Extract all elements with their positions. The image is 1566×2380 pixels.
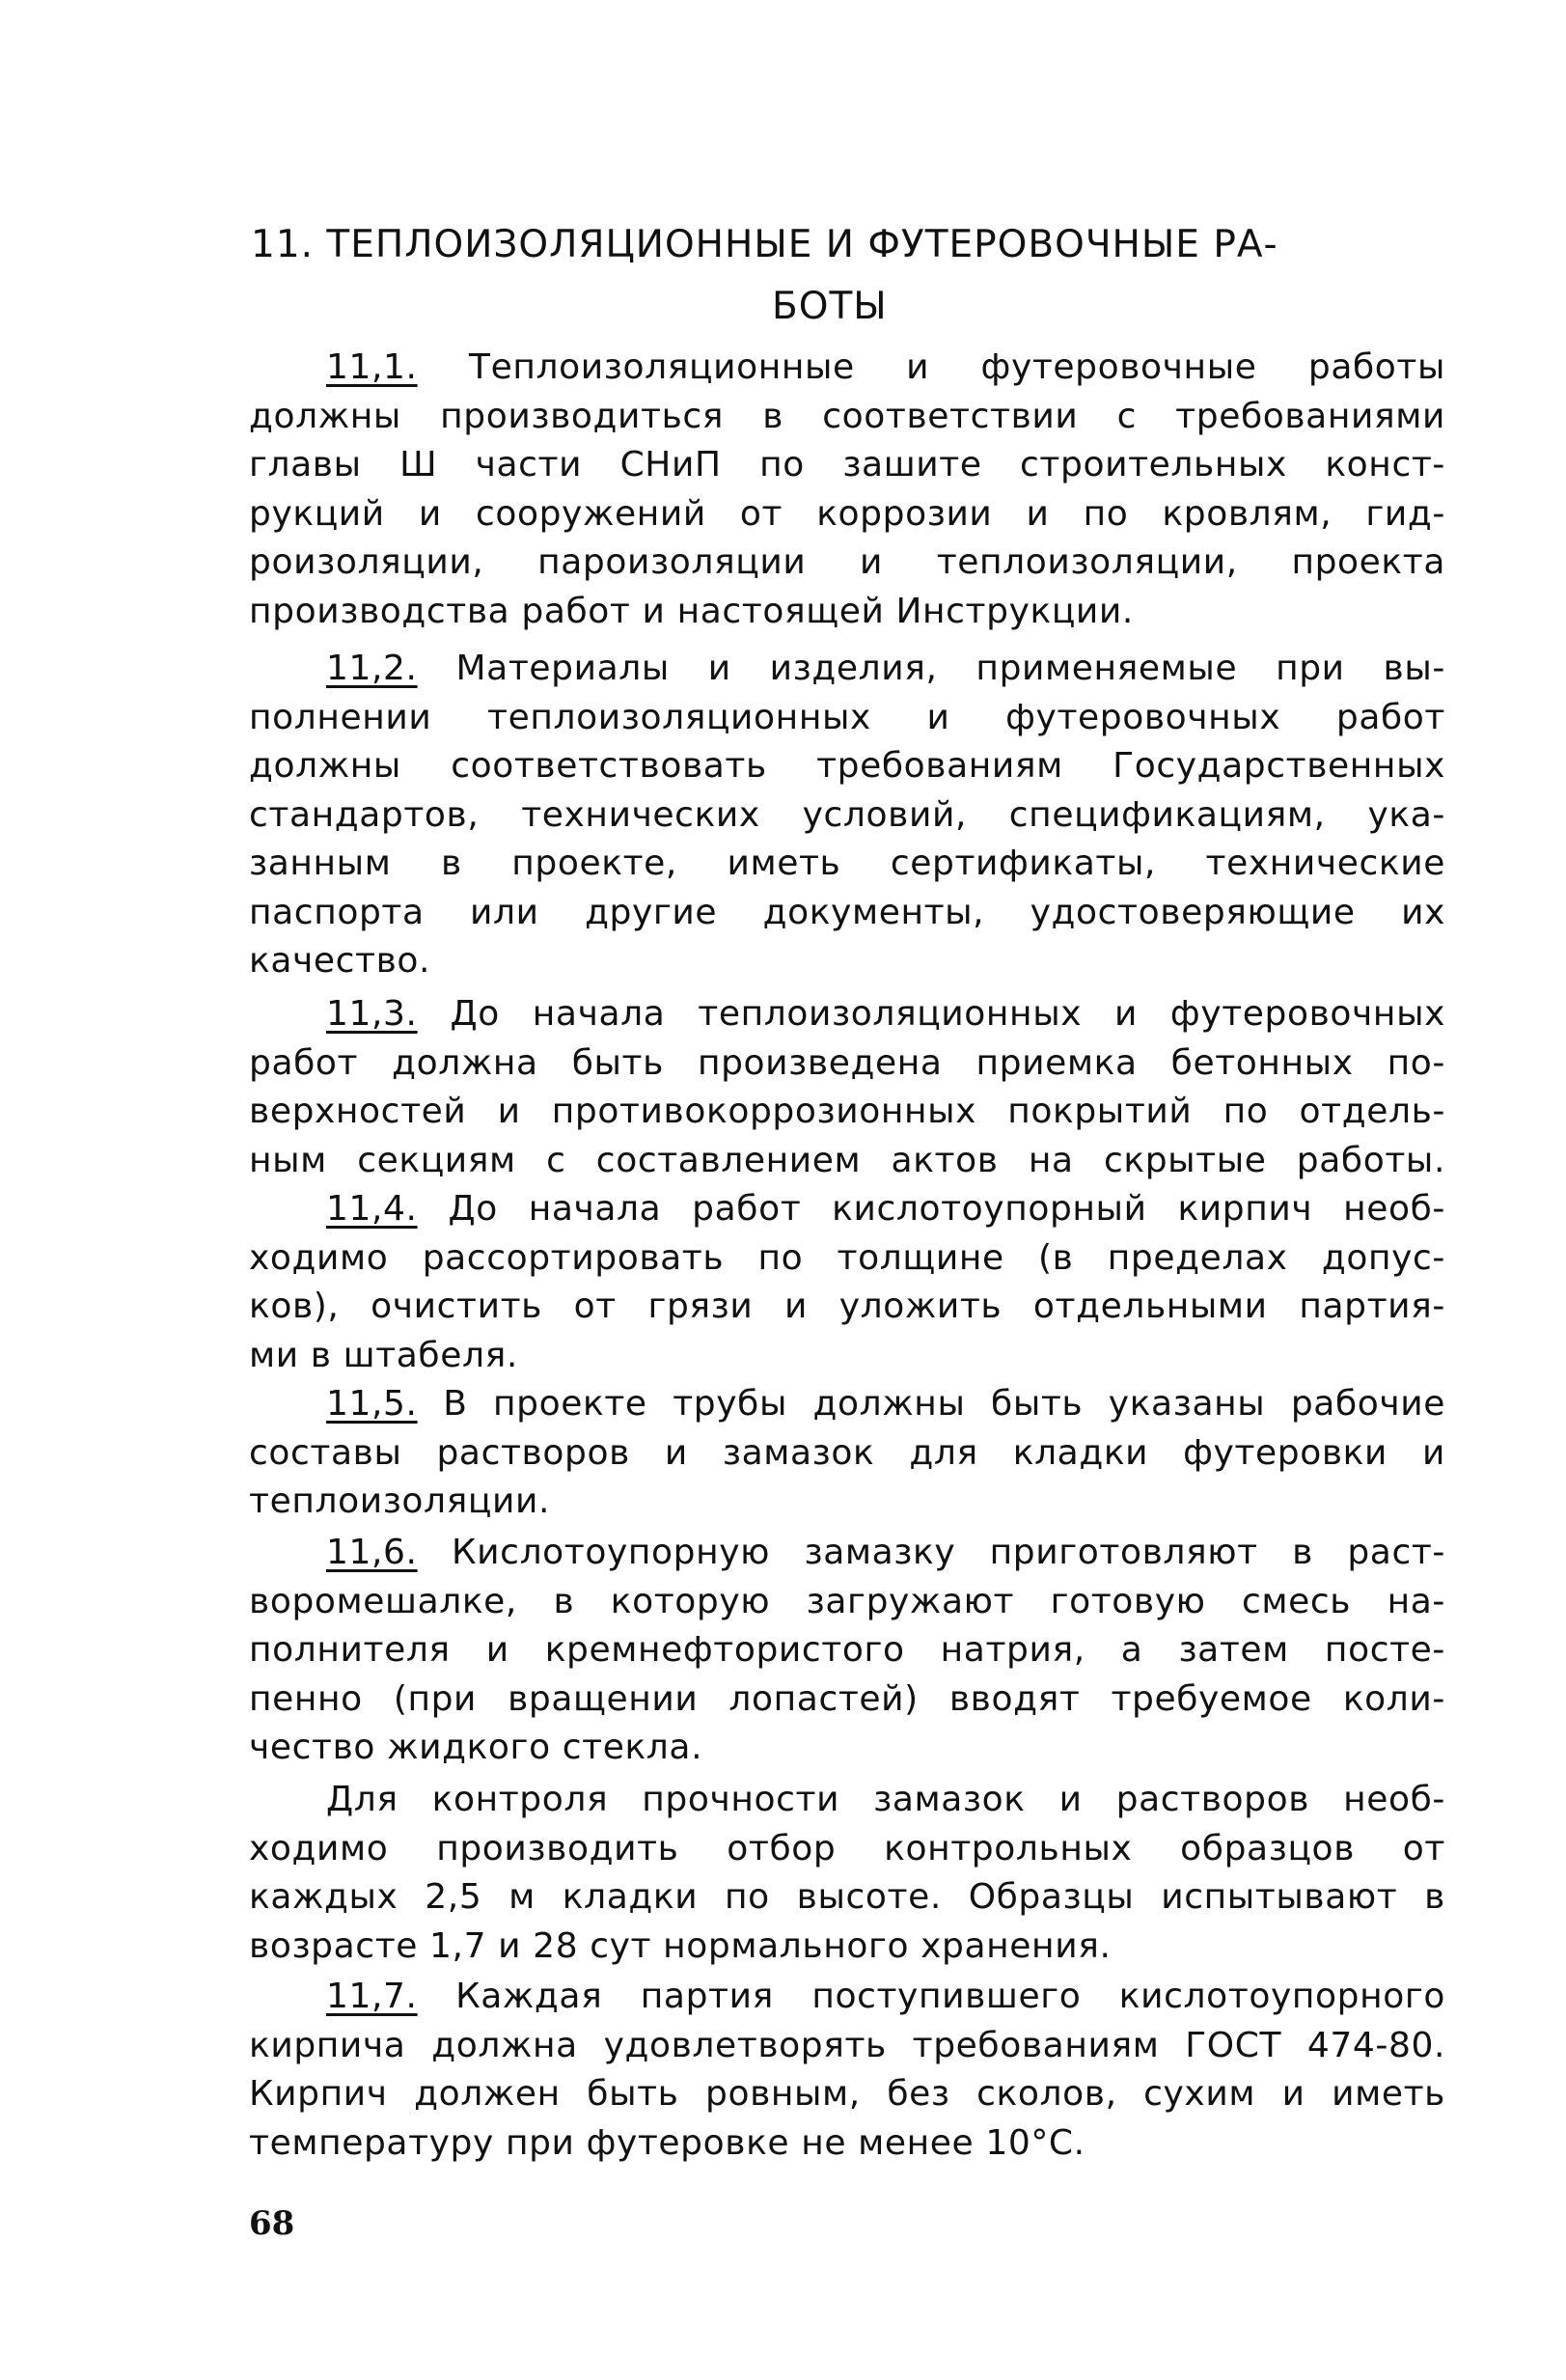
- paragraph-line: Материалы и изделия, применяемые при вы-: [455, 649, 1445, 688]
- paragraph-number: 11,4.: [326, 1189, 418, 1229]
- paragraph-11-4: [249, 1185, 1445, 1380]
- paragraph-line: производства работ и настоящей Инструкции.: [249, 591, 1134, 631]
- paragraph-line: должны соответствовать требованиям Государственных: [249, 746, 1445, 786]
- paragraph-line: главы Ш части СНиП по зашите строительных конст-: [249, 445, 1445, 484]
- paragraph-line: должны производиться в соответствии с требованиями: [249, 396, 1445, 436]
- paragraph-line: качество.: [249, 941, 431, 981]
- paragraph-line: стандартов, технических условий, спецификациям, ука-: [249, 794, 1445, 835]
- paragraph-11-5: [249, 1380, 1445, 1527]
- section-heading: [251, 214, 1409, 338]
- paragraph-line: полнителя и кремнефтористого натрия, а затем посте-: [249, 1630, 1445, 1670]
- paragraph-line: Для контроля прочности замазок и растворов необ-: [326, 1780, 1445, 1819]
- paragraph-number: 11,3.: [326, 994, 418, 1034]
- paragraph-line: В проекте трубы должны быть указаны рабочие: [443, 1384, 1446, 1424]
- paragraph-line: верхностей и противокоррозионных покрытий по отдель-: [249, 1092, 1445, 1131]
- paragraph-number: 11,2.: [326, 649, 418, 688]
- paragraph-line: Каждая партия поступившего кислотоупорного: [455, 1977, 1445, 2016]
- paragraph-line: работ должна быть произведена приемка бетонных по-: [249, 1042, 1445, 1083]
- paragraph-number: 11,6.: [326, 1533, 418, 1572]
- paragraph-line: полнении теплоизоляционных и футеровочных работ: [249, 697, 1445, 737]
- paragraph-line: пенно (при вращении лопастей) вводят требуемое коли-: [249, 1678, 1445, 1719]
- paragraph-line: температуру при футеровке не менее 10°С.: [249, 2122, 1085, 2163]
- paragraph-line: возрасте 1,7 и 28 сут нормального хранения.: [249, 1925, 1112, 1966]
- paragraph-line: теплоизоляции.: [249, 1481, 551, 1521]
- paragraph-line: каждых 2,5 м кладки по высоте. Образцы испытывают в: [249, 1877, 1445, 1917]
- paragraph-11-2: [249, 645, 1445, 986]
- paragraph-11-1: [249, 344, 1445, 636]
- paragraph-line: составы растворов и замазок для кладки футеровки и: [249, 1432, 1445, 1473]
- paragraph-number: 11,5.: [326, 1384, 418, 1424]
- paragraph-line: Кирпич должен быть ровным, без сколов, сухим и иметь: [249, 2074, 1445, 2114]
- paragraph-11-3: [249, 990, 1445, 1185]
- paragraph-line: До начала работ кислотоупорный кирпич необ-: [448, 1189, 1445, 1229]
- page-number: 68: [249, 2204, 295, 2243]
- paragraph-line: ми в штабеля.: [249, 1335, 518, 1375]
- paragraph-line: Теплоизоляционные и футеровочные работы: [469, 347, 1446, 387]
- paragraph-11-7: [249, 1973, 1445, 2168]
- paragraph-11-6: [249, 1529, 1445, 1773]
- paragraph-line: роизоляции, пароизоляции и теплоизоляции, проекта: [249, 542, 1445, 582]
- paragraph-control: [249, 1776, 1445, 1971]
- paragraph-line: занным в проекте, иметь сертификаты, технические: [249, 844, 1445, 883]
- section-heading-line-2: БОТЫ: [772, 285, 888, 328]
- paragraph-line: чество жидкого стекла.: [249, 1728, 703, 1767]
- paragraph-line: До начала теплоизоляционных и футеровочных: [450, 994, 1445, 1034]
- paragraph-line: воромешалке, в которую загружают готовую смесь на-: [249, 1581, 1445, 1621]
- paragraph-line: Кислотоупорную замазку приготовляют в раст-: [452, 1533, 1446, 1572]
- paragraph-line: паспорта или другие документы, удостоверяющие их: [249, 892, 1445, 932]
- paragraph-line: ходимо рассортировать по толщине (в пределах допус-: [249, 1237, 1445, 1278]
- paragraph-line: ным секциям с составлением актов на скрытые работы.: [249, 1140, 1445, 1180]
- paragraph-line: рукций и сооружений от коррозии и по кровлям, гид-: [249, 493, 1445, 534]
- paragraph-line: ков), очистить от грязи и уложить отдельными партия-: [249, 1287, 1445, 1326]
- section-heading-line-1: 11. ТЕПЛОИЗОЛЯЦИОННЫЕ И ФУТЕРОВОЧНЫЕ РА-: [251, 223, 1278, 266]
- paragraph-line: ходимо производить отбор контрольных образцов от: [249, 1828, 1445, 1868]
- paragraph-line: кирпича должна удовлетворять требованиям ГОСТ 474-80.: [249, 2025, 1445, 2065]
- paragraph-number: 11,7.: [326, 1977, 418, 2016]
- paragraph-number: 11,1.: [326, 347, 418, 387]
